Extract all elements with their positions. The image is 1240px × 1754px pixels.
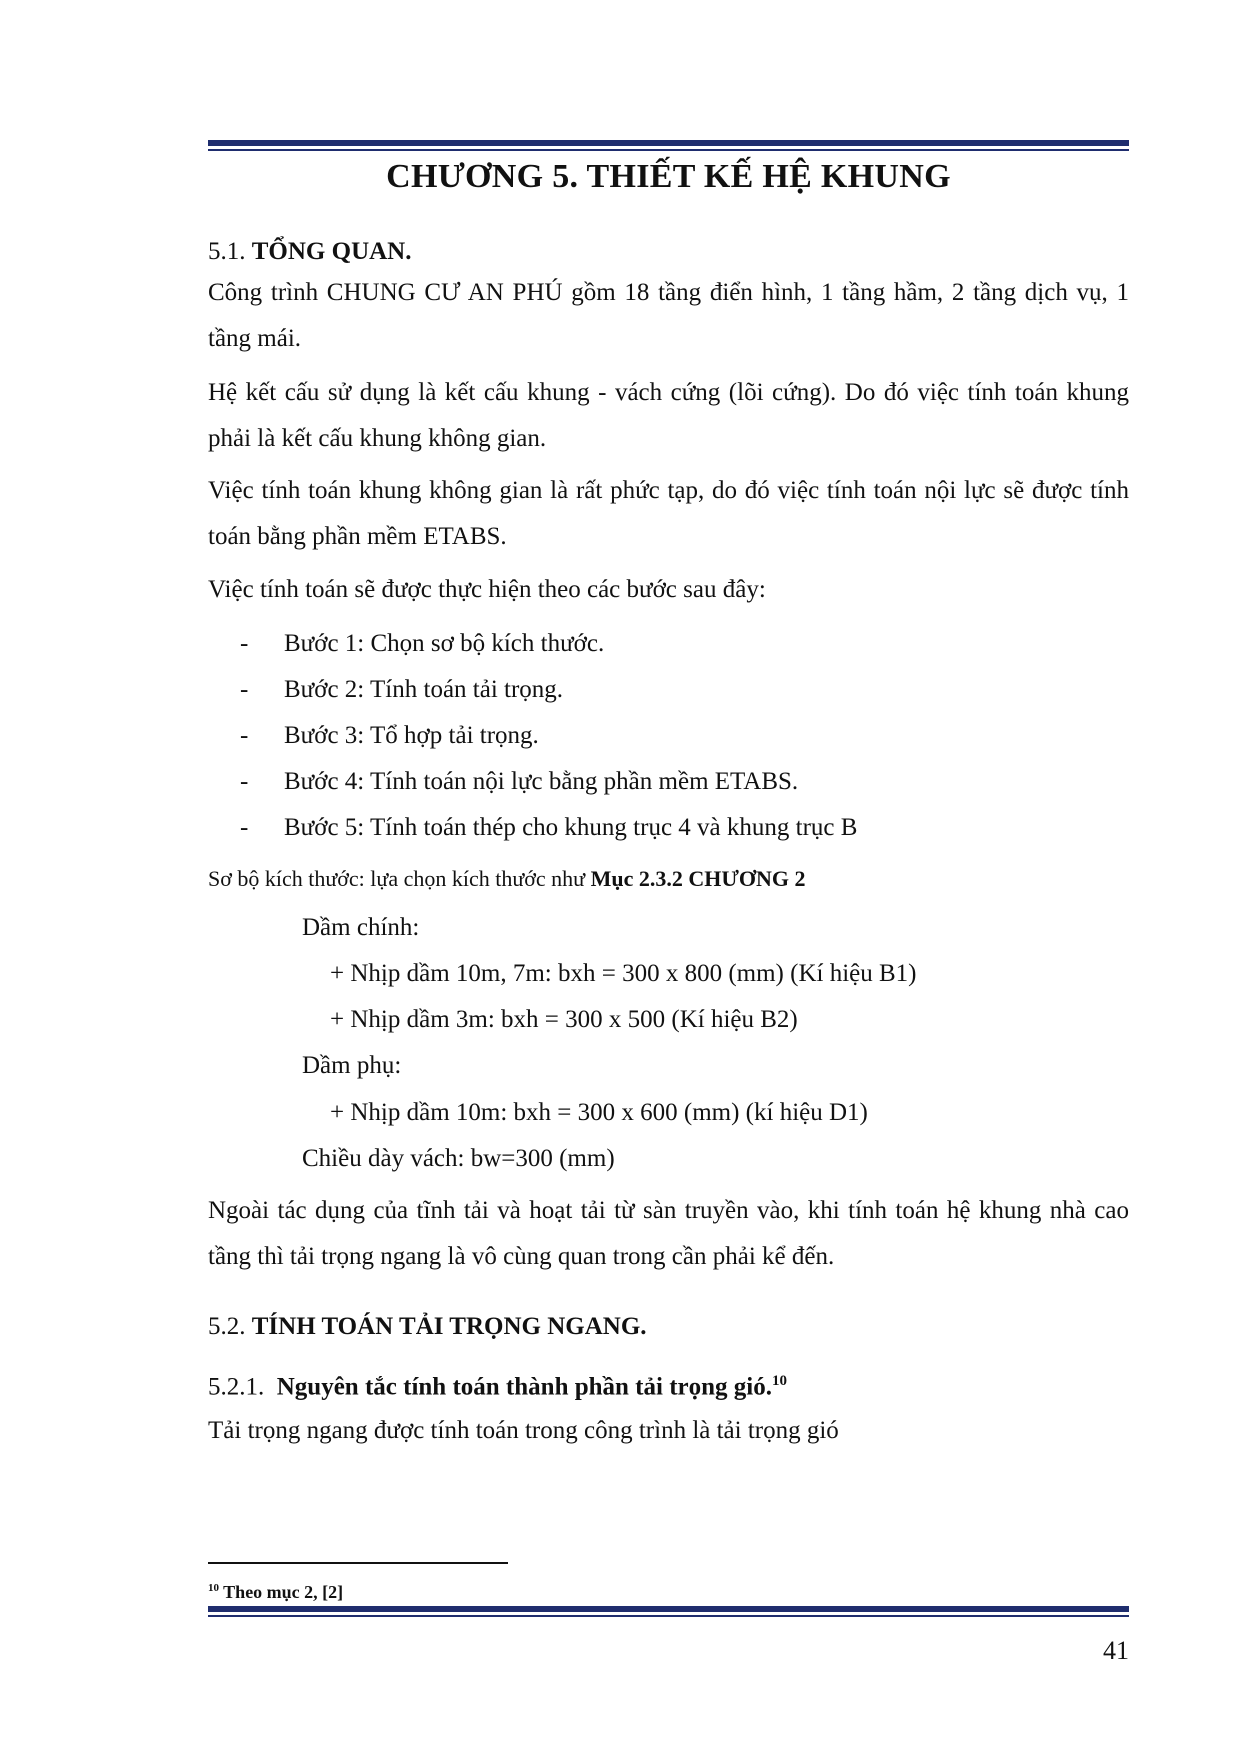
- page-number: 41: [1103, 1636, 1129, 1665]
- secondary-beam-label: Dầm phụ:: [302, 1052, 402, 1079]
- main-beam-spec-2: + Nhịp dầm 3m: bxh = 300 x 500 (Kí hiệu B2): [330, 1006, 798, 1033]
- step-item: - Bước 2: Tính toán tải trọng.: [240, 676, 564, 703]
- step-item: - Bước 3: Tổ hợp tải trọng.: [240, 722, 539, 749]
- footer-rule: [208, 1606, 1129, 1617]
- header-rule: [208, 140, 1129, 151]
- sizing-note: Sơ bộ kích thước: lựa chọn kích thước như Mục 2.3.2 CHƯƠNG 2: [208, 866, 806, 891]
- wall-thickness: Chiều dày vách: bw=300 (mm): [302, 1145, 615, 1172]
- paragraph-structure: Hệ kết cấu sử dụng là kết cấu khung - vách cứng (lõi cứng). Do đó việc tính toán khung phải là kết cấu khung không gian.: [208, 379, 1129, 452]
- step-item: - Bước 1: Chọn sơ bộ kích thước.: [240, 630, 605, 657]
- paragraph-steps-intro: Việc tính toán sẽ được thực hiện theo các bước sau đây:: [208, 576, 766, 603]
- step-item: - Bước 4: Tính toán nội lực bằng phần mềm ETABS.: [240, 768, 799, 795]
- paragraph-overview: Công trình CHUNG CƯ AN PHÚ gồm 18 tầng điển hình, 1 tầng hầm, 2 tầng dịch vụ, 1 tầng mái.: [208, 279, 1129, 352]
- section-5-1-heading: 5.1. TỔNG QUAN.: [208, 238, 412, 265]
- secondary-beam-spec: + Nhịp dầm 10m: bxh = 300 x 600 (mm) (kí hiệu D1): [330, 1099, 868, 1126]
- footnote-separator: [208, 1562, 508, 1564]
- paragraph-horizontal-load: Ngoài tác dụng của tĩnh tải và hoạt tải từ sàn truyền vào, khi tính toán hệ khung nhà cao tầng thì tải trọng ngang là vô cùng quan trong cần phải kể đến.: [208, 1197, 1129, 1270]
- paragraph-wind-load: Tải trọng ngang được tính toán trong công trình là tải trọng gió: [208, 1417, 839, 1444]
- paragraph-etabs: Việc tính toán khung không gian là rất phức tạp, do đó việc tính toán nội lực sẽ được tính toán bằng phần mềm ETABS.: [208, 477, 1129, 550]
- chapter-title: CHƯƠNG 5. THIẾT KẾ HỆ KHUNG: [386, 158, 951, 195]
- main-beam-label: Dầm chính:: [302, 914, 420, 941]
- section-5-2-heading: 5.2. TÍNH TOÁN TẢI TRỌNG NGANG.: [208, 1313, 647, 1340]
- step-item: - Bước 5: Tính toán thép cho khung trục 4 và khung trục B: [240, 814, 858, 841]
- section-5-2-1-heading: 5.2.1. Nguyên tắc tính toán thành phần tải trọng gió.$^{10}$: [208, 1373, 787, 1401]
- main-beam-spec-1: + Nhịp dầm 10m, 7m: bxh = 300 x 800 (mm) (Kí hiệu B1): [330, 960, 917, 987]
- footnote: $^{10}$ Theo mục 2, [2]: [208, 1582, 344, 1602]
